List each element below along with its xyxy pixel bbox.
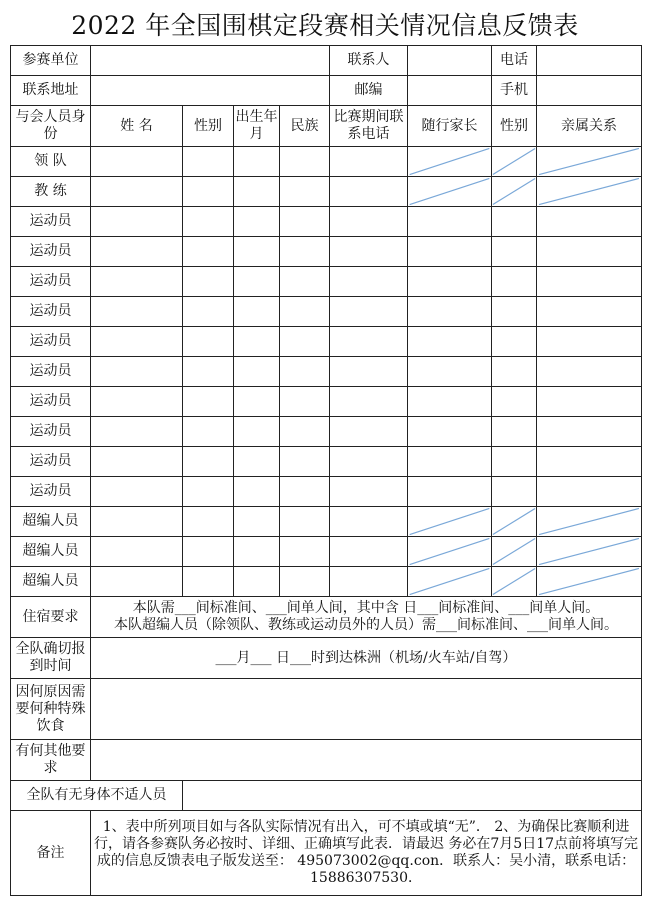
- role-leader: 领 队: [11, 147, 91, 177]
- cell-ethnicity[interactable]: [280, 327, 330, 357]
- accommodation-field[interactable]: [91, 597, 642, 638]
- cell-gender[interactable]: [183, 537, 234, 567]
- crossed-out-cell: [408, 177, 492, 207]
- col-gender: 性别: [183, 106, 234, 147]
- diet-row: [11, 679, 642, 740]
- cell-parent[interactable]: [408, 297, 492, 327]
- cell-name[interactable]: [91, 387, 183, 417]
- extra-staff-row: [11, 567, 642, 597]
- crossed-out-cell: [492, 507, 537, 537]
- arrival-field[interactable]: ___月___ 日___时到达株洲（机场/火车站/自驾）: [91, 638, 642, 679]
- col-ethnicity: 民族: [280, 106, 330, 147]
- cell-name[interactable]: [91, 297, 183, 327]
- cell-ethnicity[interactable]: [280, 147, 330, 177]
- cell-gender[interactable]: [183, 477, 234, 507]
- cell-gender[interactable]: [183, 207, 234, 237]
- role-athlete: 运动员: [11, 327, 91, 357]
- athlete-row: [11, 357, 642, 387]
- athlete-row: [11, 387, 642, 417]
- cell-parent[interactable]: [408, 327, 492, 357]
- cell-parent-gender[interactable]: [492, 417, 537, 447]
- unwell-row: [11, 781, 642, 811]
- crossed-out-cell: [492, 147, 537, 177]
- cell-phone[interactable]: [330, 447, 408, 477]
- cell-gender[interactable]: [183, 237, 234, 267]
- mobile-label: 手机: [492, 76, 537, 106]
- cell-relation[interactable]: [537, 207, 642, 237]
- cell-name[interactable]: [91, 537, 183, 567]
- cell-phone[interactable]: [330, 207, 408, 237]
- cell-parent[interactable]: [408, 477, 492, 507]
- cell-phone[interactable]: [330, 357, 408, 387]
- role-extra: 超编人员: [11, 567, 91, 597]
- col-identity: 与会人员身份: [11, 106, 91, 147]
- role-athlete: 运动员: [11, 207, 91, 237]
- cell-name[interactable]: [91, 567, 183, 597]
- cell-birth[interactable]: [234, 567, 280, 597]
- col-match-phone: 比赛期间联系电话: [330, 106, 408, 147]
- cell-birth[interactable]: [234, 447, 280, 477]
- page-title: 2022 年全国围棋定段赛相关情况信息反馈表: [71, 11, 579, 40]
- cell-phone[interactable]: [330, 507, 408, 537]
- leader-row: [11, 147, 642, 177]
- role-athlete: 运动员: [11, 267, 91, 297]
- cell-name[interactable]: [91, 477, 183, 507]
- header-row-2: [11, 76, 642, 106]
- role-athlete: 运动员: [11, 297, 91, 327]
- cell-gender[interactable]: [183, 357, 234, 387]
- cell-relation[interactable]: [537, 477, 642, 507]
- cell-name[interactable]: [91, 357, 183, 387]
- cell-ethnicity[interactable]: [280, 507, 330, 537]
- other-requests-field[interactable]: [91, 740, 642, 781]
- crossed-out-cell: [537, 147, 642, 177]
- cell-name[interactable]: [91, 237, 183, 267]
- cell-birth[interactable]: [234, 147, 280, 177]
- cell-birth[interactable]: [234, 267, 280, 297]
- cell-birth[interactable]: [234, 357, 280, 387]
- unwell-field[interactable]: [183, 781, 642, 811]
- accommodation-label: 住宿要求: [11, 597, 91, 638]
- cell-phone[interactable]: [330, 567, 408, 597]
- diet-field[interactable]: [91, 679, 642, 740]
- cell-birth[interactable]: [234, 207, 280, 237]
- role-athlete: 运动员: [11, 387, 91, 417]
- phone-field[interactable]: [537, 46, 642, 76]
- cell-gender[interactable]: [183, 387, 234, 417]
- cell-phone[interactable]: [330, 387, 408, 417]
- cell-ethnicity[interactable]: [280, 387, 330, 417]
- cell-birth[interactable]: [234, 297, 280, 327]
- accommodation-row: [11, 597, 642, 638]
- athlete-row: [11, 237, 642, 267]
- cell-ethnicity[interactable]: [280, 447, 330, 477]
- extra-staff-row: [11, 507, 642, 537]
- address-label: 联系地址: [11, 76, 91, 106]
- role-athlete: 运动员: [11, 357, 91, 387]
- postcode-label: 邮编: [330, 76, 408, 106]
- role-extra: 超编人员: [11, 507, 91, 537]
- cell-parent-gender[interactable]: [492, 327, 537, 357]
- cell-relation[interactable]: [537, 417, 642, 447]
- cell-relation[interactable]: [537, 357, 642, 387]
- cell-name[interactable]: [91, 147, 183, 177]
- cell-parent[interactable]: [408, 237, 492, 267]
- cell-parent[interactable]: [408, 387, 492, 417]
- cell-birth[interactable]: [234, 477, 280, 507]
- cell-parent-gender[interactable]: [492, 387, 537, 417]
- accommodation-line-2: 本队超编人员（除领队、教练或运动员外的人员）需___间标准间、___间单人间。: [114, 617, 618, 633]
- cell-parent[interactable]: [408, 207, 492, 237]
- cell-phone[interactable]: [330, 267, 408, 297]
- cell-parent-gender[interactable]: [492, 297, 537, 327]
- team-unit-label: 参赛单位: [11, 46, 91, 76]
- col-parent-gender: 性别: [492, 106, 537, 147]
- cell-gender[interactable]: [183, 177, 234, 207]
- cell-ethnicity[interactable]: [280, 477, 330, 507]
- notes-label: 备注: [11, 811, 91, 896]
- cell-relation[interactable]: [537, 237, 642, 267]
- feedback-form-table: [10, 45, 642, 896]
- cell-ethnicity[interactable]: [280, 357, 330, 387]
- cell-ethnicity[interactable]: [280, 177, 330, 207]
- cell-parent[interactable]: [408, 267, 492, 297]
- coach-row: [11, 177, 642, 207]
- crossed-out-cell: [492, 177, 537, 207]
- cell-gender[interactable]: [183, 507, 234, 537]
- crossed-out-cell: [408, 567, 492, 597]
- cell-gender[interactable]: [183, 267, 234, 297]
- notes-text: 1、表中所列项目如与各队实际情况有出入，可不填或填“无”． 2、为确保比赛顺利进行，请各参赛队务必按时、详细、正确填写此表．请最迟 务必在7月5日17点前将填写完成的信息反馈表电子版发送至： 495073002@qq.con．联系人：吴小清，联系电话：15886307530．: [91, 811, 642, 896]
- cell-gender[interactable]: [183, 147, 234, 177]
- team-unit-field[interactable]: [91, 46, 330, 76]
- cell-phone[interactable]: [330, 177, 408, 207]
- cell-birth[interactable]: [234, 387, 280, 417]
- role-athlete: 运动员: [11, 237, 91, 267]
- cell-birth[interactable]: [234, 177, 280, 207]
- cell-gender[interactable]: [183, 417, 234, 447]
- arrival-label: 全队确切报到时间: [11, 638, 91, 679]
- cell-birth[interactable]: [234, 237, 280, 267]
- cell-ethnicity[interactable]: [280, 297, 330, 327]
- col-relation: 亲属关系: [537, 106, 642, 147]
- athlete-row: [11, 447, 642, 477]
- cell-gender[interactable]: [183, 567, 234, 597]
- cell-phone[interactable]: [330, 537, 408, 567]
- cell-parent-gender[interactable]: [492, 267, 537, 297]
- cell-name[interactable]: [91, 267, 183, 297]
- extra-staff-row: [11, 537, 642, 567]
- role-extra: 超编人员: [11, 537, 91, 567]
- cell-parent[interactable]: [408, 447, 492, 477]
- cell-phone[interactable]: [330, 237, 408, 267]
- cell-name[interactable]: [91, 507, 183, 537]
- diet-label: 因何原因需要何种特殊饮食: [11, 679, 91, 740]
- cell-gender[interactable]: [183, 327, 234, 357]
- cell-parent[interactable]: [408, 417, 492, 447]
- cell-phone[interactable]: [330, 477, 408, 507]
- cell-birth[interactable]: [234, 537, 280, 567]
- phone-label: 电话: [492, 46, 537, 76]
- header-row-1: [11, 46, 642, 76]
- unwell-label: 全队有无身体不适人员: [11, 781, 183, 811]
- athlete-row: [11, 267, 642, 297]
- athlete-row: [11, 297, 642, 327]
- crossed-out-cell: [408, 147, 492, 177]
- cell-ethnicity[interactable]: [280, 567, 330, 597]
- cell-parent-gender[interactable]: [492, 207, 537, 237]
- athlete-row: [11, 477, 642, 507]
- address-field[interactable]: [91, 76, 330, 106]
- cell-ethnicity[interactable]: [280, 417, 330, 447]
- cell-birth[interactable]: [234, 417, 280, 447]
- role-athlete: 运动员: [11, 477, 91, 507]
- cell-phone[interactable]: [330, 297, 408, 327]
- role-coach: 教 练: [11, 177, 91, 207]
- cell-parent-gender[interactable]: [492, 447, 537, 477]
- cell-ethnicity[interactable]: [280, 237, 330, 267]
- cell-name[interactable]: [91, 447, 183, 477]
- cell-ethnicity[interactable]: [280, 267, 330, 297]
- athlete-row: [11, 207, 642, 237]
- cell-gender[interactable]: [183, 447, 234, 477]
- athlete-row: [11, 327, 642, 357]
- cell-parent[interactable]: [408, 357, 492, 387]
- cell-relation[interactable]: [537, 267, 642, 297]
- cell-relation[interactable]: [537, 387, 642, 417]
- crossed-out-cell: [537, 567, 642, 597]
- cell-birth[interactable]: [234, 507, 280, 537]
- column-header-row: [11, 106, 642, 147]
- cell-parent-gender[interactable]: [492, 357, 537, 387]
- cell-phone[interactable]: [330, 327, 408, 357]
- contact-person-field[interactable]: [408, 46, 492, 76]
- role-athlete: 运动员: [11, 447, 91, 477]
- arrival-row: [11, 638, 642, 679]
- crossed-out-cell: [408, 537, 492, 567]
- cell-relation[interactable]: [537, 327, 642, 357]
- cell-relation[interactable]: [537, 447, 642, 477]
- accommodation-line-1: 本队需___间标准间、___间单人间，其中含 日___间标准间、___间单人间。: [132, 600, 600, 616]
- cell-gender[interactable]: [183, 297, 234, 327]
- cell-name[interactable]: [91, 417, 183, 447]
- col-parent: 随行家长: [408, 106, 492, 147]
- other-requests-label: 有何其他要求: [11, 740, 91, 781]
- cell-name[interactable]: [91, 207, 183, 237]
- crossed-out-cell: [537, 177, 642, 207]
- role-athlete: 运动员: [11, 417, 91, 447]
- cell-phone[interactable]: [330, 147, 408, 177]
- cell-ethnicity[interactable]: [280, 207, 330, 237]
- postcode-field[interactable]: [408, 76, 492, 106]
- notes-row: [11, 811, 642, 896]
- crossed-out-cell: [537, 537, 642, 567]
- crossed-out-cell: [492, 567, 537, 597]
- col-name: 姓 名: [91, 106, 183, 147]
- cell-phone[interactable]: [330, 417, 408, 447]
- cell-birth[interactable]: [234, 327, 280, 357]
- cell-relation[interactable]: [537, 297, 642, 327]
- cell-parent-gender[interactable]: [492, 477, 537, 507]
- crossed-out-cell: [408, 507, 492, 537]
- other-requests-row: [11, 740, 642, 781]
- contact-person-label: 联系人: [330, 46, 408, 76]
- cell-name[interactable]: [91, 327, 183, 357]
- col-birth: 出生年月: [234, 106, 280, 147]
- mobile-field[interactable]: [537, 76, 642, 106]
- athlete-row: [11, 417, 642, 447]
- crossed-out-cell: [537, 507, 642, 537]
- cell-ethnicity[interactable]: [280, 537, 330, 567]
- cell-parent-gender[interactable]: [492, 237, 537, 267]
- cell-name[interactable]: [91, 177, 183, 207]
- crossed-out-cell: [492, 537, 537, 567]
